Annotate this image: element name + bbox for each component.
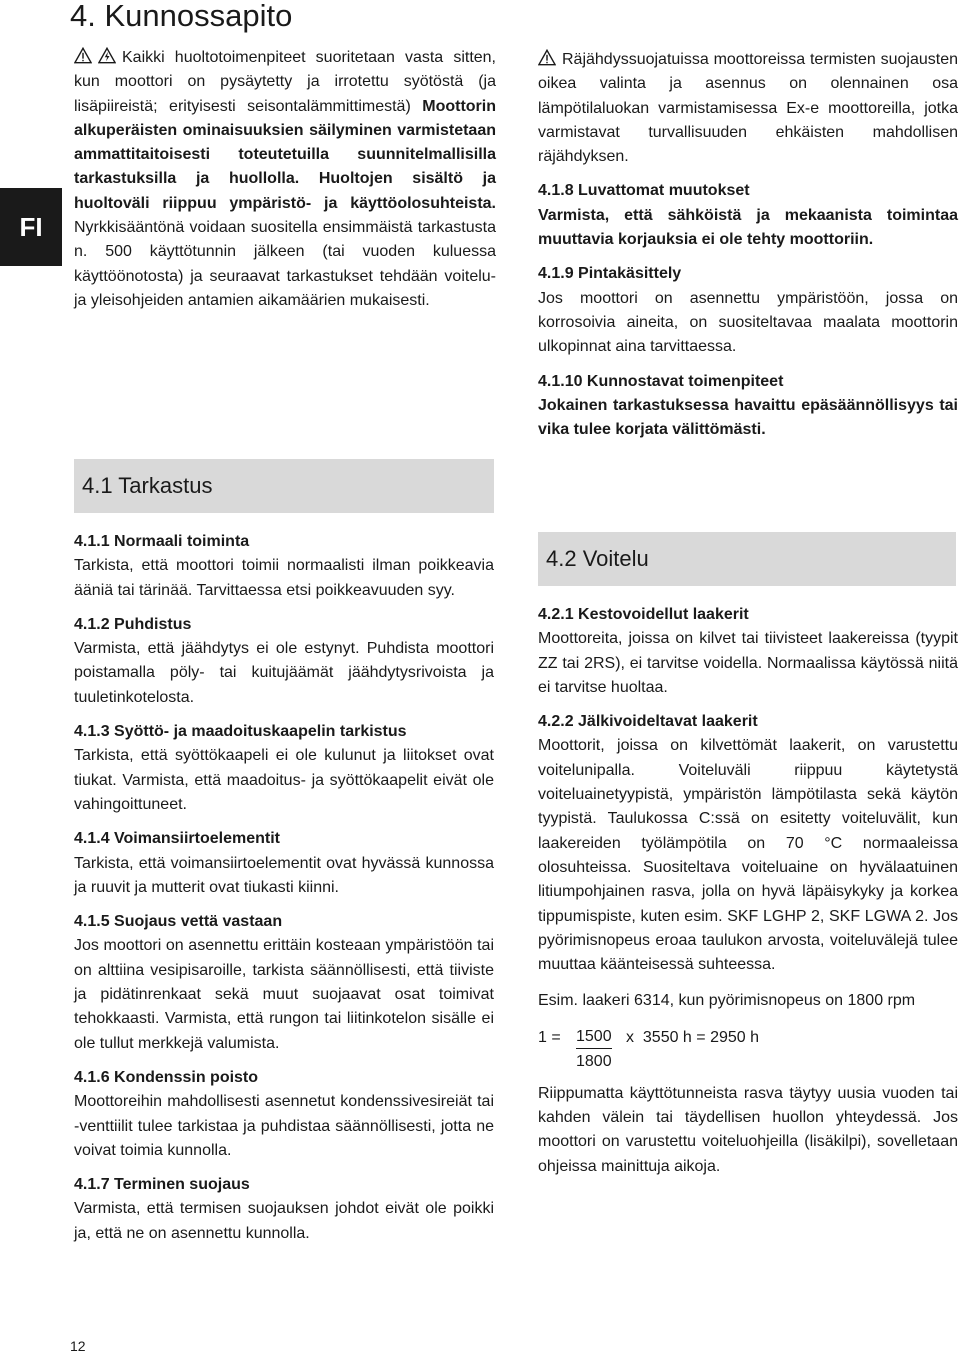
- section-text-4-1-4: Tarkista, että voimansiirtoelementit ovat hyvässä kunnossa ja ruuvit ja mutterit ovat tiukasti kiinni.: [74, 854, 494, 896]
- section-text-4-1-1: Tarkista, että moottori toimii normaalisti ilman poikkeavia ääniä tai tärinää. Tarvittaessa etsi poikkeavuuden syy.: [74, 557, 494, 599]
- ex-warning-text: Räjähdyssuojatuissa moottoreissa termisten suojausten oikea valinta ja asennus on olennainen osa lämpötilaluokan varmistamisessa Ex-e moottoreilla, jotka varmistavat turvallisuuden ehkäisten mahdollisen räjähdyksen.: [538, 51, 958, 166]
- voitelu-section: [538, 603, 958, 1179]
- section-heading-4-1-label: 4.1 Tarkastus: [82, 473, 213, 498]
- section-heading-4-2-2: 4.2.2 Jälkivoideltavat laakerit: [538, 713, 758, 731]
- section-heading-4-1: [74, 459, 494, 513]
- closing-text: Riippumatta käyttötunneista rasva täytyy uusia vuoden tai kahden välein tai täydellisen huollon yhteydessä. Jos moottori on varustettu voiteluohjeilla (lisäkilpi), sovelletaan ohjeissa mainittuja aikoja.: [538, 1084, 958, 1175]
- lubrication-formula: [538, 1026, 958, 1078]
- section-heading-4-1-9: 4.1.9 Pintakäsittely: [538, 265, 682, 283]
- section-heading-4-1-4: 4.1.4 Voimansiirtoelementit: [74, 830, 280, 848]
- electrical-hazard-icon: [98, 47, 116, 64]
- intro-section: [74, 46, 496, 313]
- formula-denominator: 1800: [576, 1052, 612, 1070]
- section-heading-4-2: [538, 532, 956, 586]
- intro-text: Kaikki huoltotoimenpiteet suoritetaan vasta sitten, kun moottori on pysäytetty ja irrotettu syötöstä (ja lisäpiireistä; erityisesti seisontalämmittimestä): [74, 49, 496, 115]
- section-text-4-1-5: Jos moottori on asennettu erittäin kosteaan ympäristöön tai on alttiina vesipisaroille, tarkista säännöllisesti, että tiiviste ja pidätinrenkaat sekä muut suojaavat osat toimivat tehokkaasti. Varmista, että rungon tai liitinkotelon sisälle ei ole tullut merkkejä valumista.: [74, 937, 494, 1052]
- section-text-4-2-2: Moottorit, joissa on kilvettömät laakerit, on varustettu voitelunipalla. Voiteluväli riippuu käytetystä voiteluainetyypistä, ympäristön lämpötilasta sekä käytön tyypistä. Taulukossa C:ssä on esitetty voiteluvälit, kun laakereiden työlämpötila on 70 °C normaaleissa olosuhteissa. Suositeltava voiteluaine on hyvälaatuinen litiumpohjainen rasva, jolla on hyvä läpäisykyky ja korkea tippumispiste, kuten esim. SKF LGHP 2, SKF LGWA 2. Jos pyörimisnopeus eroaa taulukon arvosta, voiteluvälejä tulee muuttaa käänteisessä suhteessa.: [538, 737, 958, 974]
- section-heading-4-2-label: 4.2 Voitelu: [546, 546, 649, 571]
- section-text-4-1-10: Jokainen tarkastuksessa havaittu epäsäännöllisyys tai vika tulee korjata välittömästi.: [538, 396, 958, 439]
- language-label: FI: [19, 211, 43, 242]
- intro-rule-text: Nyrkkisääntönä voidaan suositella ensimmäistä tarkastusta n. 500 käyttötunnin jälkeen (tai vuoden kuluessa käyttöönotosta) ja seuraavat tarkastukset tehdään voitelu- ja yleisohjeiden antamien aikamäärien mukaisesti.: [74, 219, 496, 309]
- section-heading-4-1-3: 4.1.3 Syöttö- ja maadoituskaapelin tarkistus: [74, 723, 407, 741]
- section-text-4-1-8: Varmista, että sähköistä ja mekaanista toimintaa muuttavia korjauksia ei ole tehty moottoriin.: [538, 206, 958, 249]
- section-text-4-1-2: Varmista, että jäähdytys ei ole estynyt. Puhdista moottori poistamalla pöly- tai kuitujäämät jäähdytysrivoista ja tuuletinkotelosta.: [74, 640, 494, 706]
- section-text-4-1-7: Varmista, että termisen suojauksen johdot eivät ole poikki ja, että ne on asennettu kunnolla.: [74, 1200, 494, 1242]
- formula-rest: x 3550 h = 2950 h: [626, 1028, 759, 1046]
- warning-icon: [74, 47, 92, 64]
- formula-lhs: 1 =: [538, 1028, 561, 1046]
- formula-numerator: 1500: [576, 1026, 612, 1049]
- section-heading-4-1-2: 4.1.2 Puhdistus: [74, 615, 192, 633]
- section-heading-4-2-1: 4.2.1 Kestovoidellut laakerit: [538, 606, 749, 623]
- section-heading-4-1-6: 4.1.6 Kondenssin poisto: [74, 1068, 259, 1086]
- example-text: Esim. laakeri 6314, kun pyörimisnopeus on 1800 rpm: [538, 992, 916, 1010]
- warning-icon: [538, 49, 556, 66]
- section-heading-4-1-10: 4.1.10 Kunnostavat toimenpiteet: [538, 372, 784, 390]
- section-heading-4-1-5: 4.1.5 Suojaus vettä vastaan: [74, 913, 283, 931]
- section-heading-4-1-1: 4.1.1 Normaali toiminta: [74, 533, 250, 550]
- intro-bold-text: Moottorin alkuperäisten ominaisuuksien säilyminen varmistetaan ammattitaitoisesti toteutetuilla suunnitelmallisilla tarkastuksilla ja huollolla. Huoltojen sisältö ja huoltoväli riippuu ympäristö- ja käyttöolosuhteista.: [74, 97, 496, 212]
- section-text-4-1-3: Tarkista, että syöttökaapeli ei ole kulunut ja liitokset ovat tiukat. Varmista, että maadoitus- ja syöttökaapelit eivät ole vahingoittuneet.: [74, 747, 494, 813]
- tarkastus-section: [74, 530, 494, 1246]
- section-heading-4-1-8: 4.1.8 Luvattomat muutokset: [538, 182, 750, 200]
- page-title: 4. Kunnossapito: [70, 0, 293, 33]
- section-heading-4-1-7: 4.1.7 Terminen suojaus: [74, 1176, 250, 1194]
- language-tab: [0, 188, 62, 266]
- page-number: 12: [70, 1338, 86, 1354]
- section-text-4-2-1: Moottoreita, joissa on kilvet tai tiivisteet laakereissa (tyypit ZZ tai 2RS), ei tarvitse voidella. Normaalissa käytössä niitä ei tarvitse huoltaa.: [538, 630, 958, 696]
- right-top-section: [538, 48, 958, 442]
- section-text-4-1-6: Moottoreihin mahdollisesti asennetut kondenssivesireiät tai -venttiilit tulee tarkistaa ja puhdistaa säännöllisesti, jotta ne voivat toimia kunnolla.: [74, 1093, 494, 1159]
- section-text-4-1-9: Jos moottori on asennettu ympäristöön, jossa on korrosoivia aineita, on suositeltavaa maalata moottorin ulkopinnat aina tarvittaessa.: [538, 289, 958, 356]
